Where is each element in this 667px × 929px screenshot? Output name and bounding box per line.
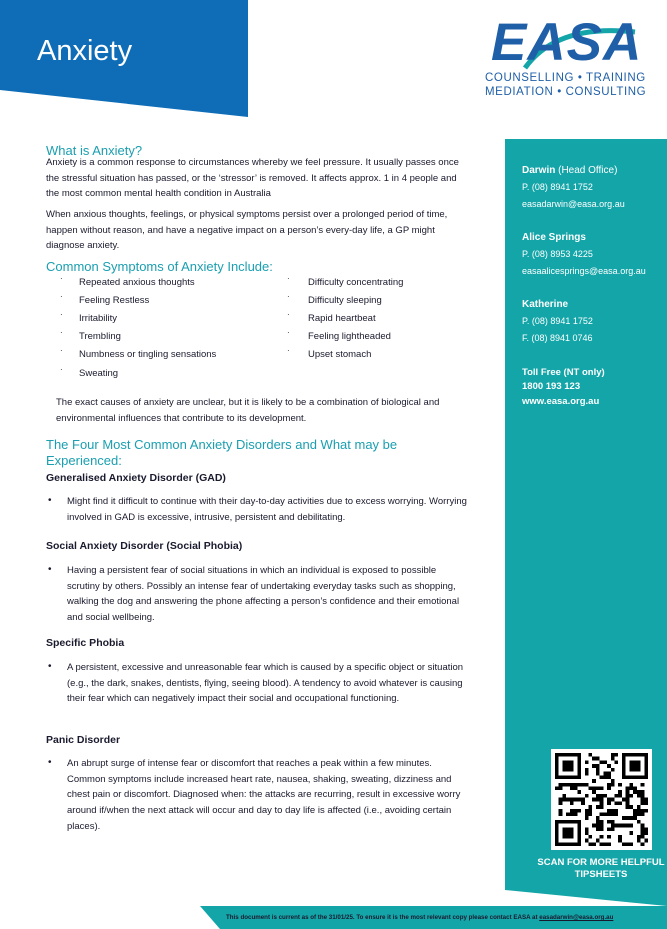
symptom-right-bullet: · [287, 292, 290, 301]
qr-code-icon[interactable] [551, 749, 652, 850]
symptom-left-bullet: · [60, 346, 63, 356]
tollfree-number: 1800 193 123 [522, 381, 581, 392]
gad-title: Generalised Anxiety Disorder (GAD) [46, 472, 226, 484]
darwin-phone: P. (08) 8941 1752 [522, 182, 593, 192]
panic-title: Panic Disorder [46, 734, 121, 746]
what-is-anxiety-paragraph-2: When anxious thoughts, feelings, or physical symptoms persist over a prolonged period of time, happen without reason, and have a negative impact on a person’s every-day life, a GP might diagnose anxiety. [46, 209, 448, 252]
alice-phone: P. (08) 8953 4225 [522, 249, 593, 259]
website-link[interactable]: www.easa.org.au [522, 396, 600, 407]
page-title: Anxiety [37, 35, 133, 67]
social-bullet: • [48, 564, 52, 575]
symptom-left-bullet: · [60, 292, 63, 302]
katherine-name: Katherine [522, 299, 569, 310]
footer-note [226, 914, 613, 921]
logo-tagline-2: MEDIATION • CONSULTING [485, 86, 647, 98]
logo-wordmark: EASA [491, 13, 643, 72]
qr-label: SCAN FOR MORE HELPFUL TIPSHEETS [537, 857, 665, 880]
alice-name: Alice Springs [522, 232, 586, 243]
darwin-email[interactable]: easadarwin@easa.org.au [522, 199, 625, 209]
symptom-right-bullet: · [287, 328, 290, 337]
panic-bullet: • [48, 757, 52, 768]
footer-email-link[interactable]: easadarwin@easa.org.au [539, 914, 614, 921]
gad-bullet: • [48, 495, 52, 506]
darwin-name: Darwin [522, 165, 556, 176]
darwin-office [522, 165, 617, 176]
tollfree-label: Toll Free (NT only) [522, 367, 605, 378]
what-is-anxiety-heading: What is Anxiety? [46, 143, 143, 158]
symptom-right-bullet: · [287, 346, 290, 355]
symptom-right-item: Feeling lightheaded [308, 331, 391, 342]
header-banner [0, 0, 250, 117]
symptom-right-bullet: · [287, 310, 290, 319]
katherine-fax: F. (08) 8941 0746 [522, 333, 593, 343]
symptom-left-bullet: · [60, 310, 63, 320]
phobia-bullet: • [48, 661, 52, 672]
disorders-heading: The Four Most Common Anxiety Disorders and What may be Experienced: [46, 437, 398, 468]
what-is-anxiety-paragraph-1: Anxiety is a common response to circumstances whereby we feel pressure. It usually passes once the stressful situation has passed, or the ‘stressor’ is removed. It affects approx. 1 in 4 people and the most common mental health condition in Australia [46, 157, 459, 200]
alice-email[interactable]: easaalicesprings@easa.org.au [522, 266, 646, 276]
logo-tagline-1: COUNSELLING • TRAINING [485, 72, 646, 84]
symptom-left-item: Repeated anxious thoughts [79, 277, 195, 288]
gad-text: Might find it difficult to continue with their day-to-day activities due to excess worrying. Worrying involved in GAD is excessive, intrusive, persistent and debilitating. [67, 496, 467, 523]
causes-paragraph: The exact causes of anxiety are unclear, but it is likely to be a combination of biological and environmental influences that contribute to its development. [56, 397, 440, 424]
katherine-phone: P. (08) 8941 1752 [522, 316, 593, 326]
symptom-left-bullet: · [60, 274, 63, 283]
social-title: Social Anxiety Disorder (Social Phobia) [46, 540, 243, 552]
symptom-right-bullet: · [287, 274, 290, 283]
symptom-right-item: Upset stomach [308, 349, 372, 360]
symptom-left-item: Irritability [79, 313, 118, 325]
phobia-title: Specific Phobia [46, 637, 125, 649]
panic-text: An abrupt surge of intense fear or discomfort that reaches a peak within a few minutes. Common symptoms include increased heart rate, nausea, shaking, sweating, dizziness and chest pain or discomfort. Diagnosed when: the attacks are recurring, result in excessive worry around if/when the next attack will occur and day to day life is affected (i.e., avoiding certain places). [67, 758, 461, 832]
symptom-left-item: Numbness or tingling sensations [79, 349, 217, 361]
social-text: Having a persistent fear of social situations in which an individual is exposed to possible scrutiny by others. Possibly an intense fear of undertaking everyday tasks such as shopping, walking the dog and answering the phone affecting a person’s confidence and their emotional and social wellbeing. [67, 565, 460, 624]
symptom-left-item: Sweating [79, 367, 119, 379]
phobia-text: A persistent, excessive and unreasonable fear which is caused by a specific object or situation (e.g., the dark, snakes, dentists, flying, seeing blood). A tendency to avoid whatever is causing their fear which can negatively impact their social and occupational functioning. [67, 662, 464, 705]
easa-logo [483, 14, 653, 104]
symptom-right-item: Difficulty sleeping [308, 295, 382, 306]
symptom-right-item: Rapid heartbeat [308, 313, 376, 324]
symptom-left-bullet: · [60, 328, 63, 338]
symptoms-heading: Common Symptoms of Anxiety Include: [46, 259, 273, 274]
symptom-left-bullet: · [60, 364, 63, 374]
darwin-note: (Head Office) [558, 165, 618, 176]
symptom-left-item: Trembling [79, 331, 121, 343]
symptom-left-item: Feeling Restless [79, 295, 150, 307]
footer-text: This document is current as of the 31/01/25. To ensure it is the most relevant copy please contact EASA at [226, 914, 540, 921]
symptom-right-item: Difficulty concentrating [308, 277, 404, 288]
